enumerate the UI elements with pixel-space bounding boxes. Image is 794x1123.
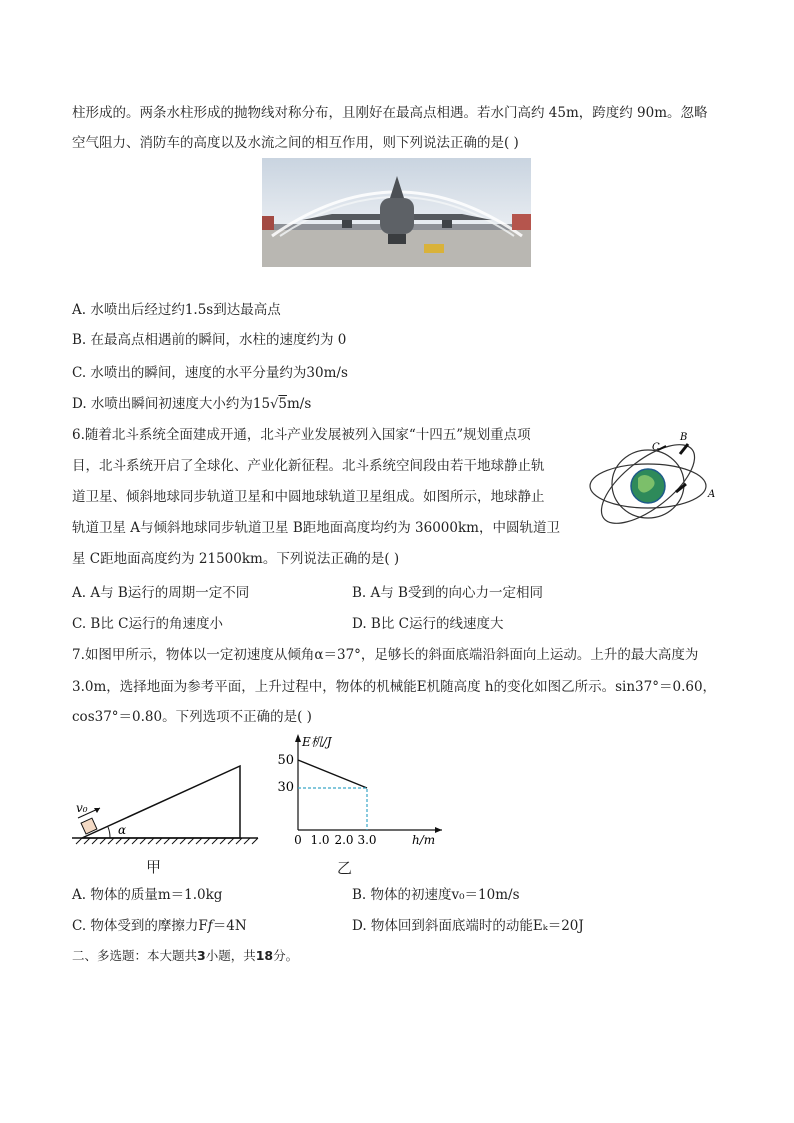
q6-stem-line-5: 星 C距地面高度约为 21500km。下列说法正确的是( ) bbox=[72, 551, 400, 567]
q6-stem-line-2: 目，北斗系统开启了全球化、产业化新征程。北斗系统空间段由若干地球静止轨 bbox=[72, 458, 545, 474]
q5-option-d-unit: m/s bbox=[287, 396, 312, 412]
section-prefix: 二、多选题：本大题共 bbox=[72, 948, 198, 963]
y-axis-label: E机/J bbox=[302, 735, 332, 749]
satellite-orbit-figure bbox=[588, 426, 728, 538]
energy-line bbox=[298, 760, 367, 788]
section-mid: 小题，共 bbox=[205, 948, 256, 963]
q5-stem-line-1: 柱形成的。两条水柱形成的抛物线对称分布，且刚好在最高点相遇。若水门高约 45m，跨度约 90m。忽略 bbox=[72, 105, 708, 121]
figure-a-caption: 甲 bbox=[146, 858, 162, 876]
x-axis-arrow bbox=[435, 827, 442, 833]
y-tick-30: 30 bbox=[277, 780, 294, 795]
label-a: A bbox=[708, 489, 716, 500]
x-tick-3: 3.0 bbox=[357, 833, 377, 847]
section-suffix: 分。 bbox=[273, 948, 299, 963]
sqrt-sign: √ bbox=[270, 397, 279, 412]
q6-option-a: A. A与 B运行的周期一定不同 bbox=[72, 585, 250, 601]
q5-option-a: A. 水喷出后经过约1.5s到达最高点 bbox=[72, 302, 281, 318]
x-tick-0: 0 bbox=[294, 833, 302, 847]
section-heading bbox=[72, 946, 298, 964]
q6-stem-line-1: 6.随着北斗系统全面建成开通，北斗产业发展被列入国家“十四五”规划重点项 bbox=[72, 427, 531, 443]
angle-arc bbox=[108, 827, 110, 838]
x-axis-label: h/m bbox=[412, 833, 436, 847]
q5-option-d-text: D. 水喷出瞬间初速度大小约为15 bbox=[72, 396, 271, 412]
q7-stem-line-3: cos37°＝0.80。下列选项不正确的是( ) bbox=[72, 709, 312, 725]
airplane-illustration bbox=[262, 158, 531, 267]
y-axis-arrow bbox=[295, 734, 301, 742]
x-tick-2: 2.0 bbox=[334, 833, 354, 847]
label-c: C bbox=[652, 442, 660, 453]
q6-stem-line-4: 轨道卫星 A与倾斜地球同步轨道卫星 B距地面高度均约为 36000km，中圆轨道卫 bbox=[72, 520, 560, 536]
incline-figure bbox=[70, 760, 260, 860]
v0-label: v₀ bbox=[76, 801, 88, 815]
q7-option-c: C. 物体受到的摩擦力F𝑓＝4N bbox=[72, 918, 247, 934]
x-tick-1: 1.0 bbox=[310, 833, 330, 847]
y-tick-50: 50 bbox=[277, 753, 294, 768]
alpha-label: α bbox=[118, 823, 127, 837]
figure-b-caption: 乙 bbox=[337, 859, 353, 877]
q6-option-b: B. A与 B受到的向心力一定相同 bbox=[352, 585, 543, 601]
ground-hatching bbox=[76, 838, 258, 844]
dashed-guide bbox=[298, 788, 367, 830]
q7-stem-line-2: 3.0m，选择地面为参考平面，上升过程中，物体的机械能E机随高度 h的变化如图乙所示。sin37°＝0.60， bbox=[72, 679, 717, 695]
q6-option-c: C. B比 C运行的角速度小 bbox=[72, 616, 223, 632]
q7-option-b: B. 物体的初速度v₀＝10m/s bbox=[352, 887, 520, 903]
incline-triangle bbox=[82, 766, 240, 838]
q7-option-a: A. 物体的质量m＝1.0kg bbox=[72, 887, 223, 903]
q6-stem-line-3: 道卫星、倾斜地球同步轨道卫星和中圆地球轨道卫星组成。如图所示，地球静止 bbox=[72, 489, 545, 505]
q5-option-c: C. 水喷出的瞬间，速度的水平分量约为30m/s bbox=[72, 365, 348, 381]
fire-truck-water-arch-photo bbox=[262, 158, 531, 267]
q5-option-b: B. 在最高点相遇前的瞬间，水柱的速度约为 0 bbox=[72, 332, 347, 348]
section-count: 3 bbox=[197, 948, 206, 963]
q7-option-d: D. 物体回到斜面底端时的动能Eₖ＝20J bbox=[352, 918, 584, 934]
q6-option-d: D. B比 C运行的线速度大 bbox=[352, 616, 504, 632]
q5-option-d bbox=[72, 395, 311, 414]
sqrt-radicand: 5 bbox=[278, 396, 287, 412]
section-points: 18 bbox=[255, 948, 274, 963]
q5-stem-line-2: 空气阻力、消防车的高度以及水流之间的相互作用，则下列说法正确的是( ) bbox=[72, 135, 519, 151]
q7-stem-line-1: 7.如图甲所示，物体以一定初速度从倾角α＝37°，足够长的斜面底端沿斜面向上运动。上升的最大高度为 bbox=[72, 647, 699, 663]
energy-height-chart bbox=[272, 730, 452, 870]
label-b: B bbox=[680, 432, 688, 443]
